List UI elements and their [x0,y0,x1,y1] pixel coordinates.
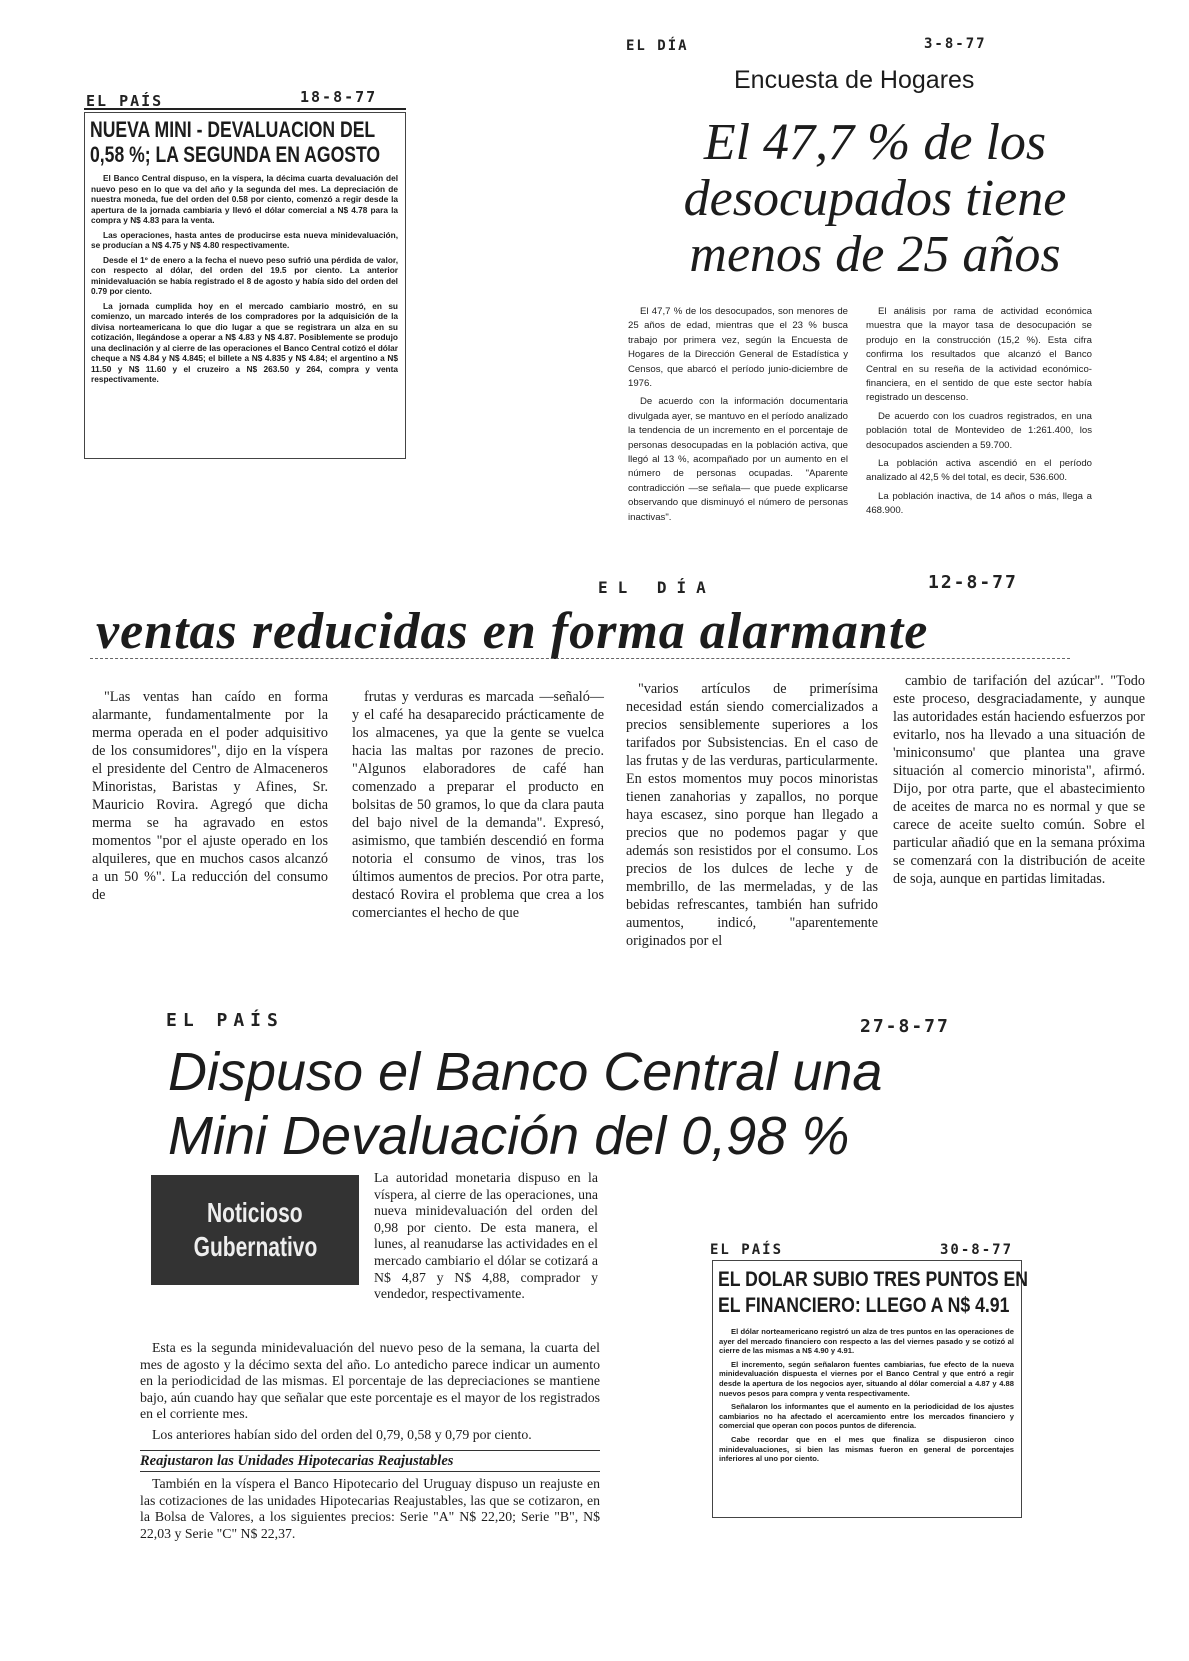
clip3-paragraph: cambio de tarifación del azúcar". "Todo este proceso, desgraciadamente, y aunque las autoridades están haciendo esfuerzos por evitarlo, nos ha llevado a una situación de 'miniconsumo' que plantea una grave situación al comercio minorista", afirmó. Dijo, por otra parte, que el abastecimiento de aceites de marca no es normal y que se carece de aceite suelto común. Sobre el particular añadió que en la semana próxima se comenzará con la distribución de aceite de soja, aunque en partidas limitadas. [893,673,1145,887]
clip2-paragraph: La población inactiva, de 14 años o más, llega a 468.900. [866,490,1092,517]
clip4-lead [374,1170,598,1307]
clip4-paragraph: La autoridad monetaria dispuso en la víspera, al cierre de las operaciones, una nueva minidevaluación del orden del 0,98 por ciento. De esta manera, el lunes, al reanudarse las actividades en el mercado cambiario el dólar se cotizará a N$ 4,87 y N$ 4,88, comprador y vendedor, respectivamente. [374,1170,598,1302]
clip5-paragraph: El dólar norteamericano registró un alza de tres puntos en las operaciones de ayer del mercado financiero con respecto a las del viernes pasado y se cotizó al cierre de las mismas a N$ 4.90 y 4.91. [719,1327,1014,1356]
clip1-date-handwritten: 18-8-77 [300,88,378,106]
clip4-subhead: Reajustaron las Unidades Hipotecarias Reajustables [140,1450,600,1473]
clip2-date-handwritten: 3-8-77 [924,36,987,52]
clip4-headline-1: Dispuso el Banco Central una [168,1042,883,1102]
clip2-column-1 [628,305,848,529]
clip3-paragraph: "varios artículos de primerísima necesidad están siendo comercializados a precios sensiblemente superiores a los tarifados por Subsistencias. En el caso de las frutas y de las verduras, particularmente. En estos momentos muy pocos minoristas tienen zanahorias y zapallos, no porque haya escasez, sino porque han llegado a precios que no podemos pagar y que además son resistidos por el consumo. Los precios de los dulces de leche y de membrillo, de las mermeladas, y de las bebidas refrescantes, también han sufrido aumentos, indicó, "aparentemente originados por el [626,681,878,949]
clip1-headline-2: 0,58 %; LA SEGUNDA EN AGOSTO [90,142,381,167]
clip3-source-handwritten: EL DÍA [598,578,716,597]
clip5-source-handwritten: EL PAÍS [710,1242,784,1258]
clip4-body [140,1340,600,1547]
clip4-paragraph: Los anteriores habían sido del orden del 0,79, 0,58 y 0,79 por ciento. [152,1426,532,1442]
clip3-headline: ventas reducidas en forma alarmante [96,603,929,660]
clip1-headline-1: NUEVA MINI - DEVALUACION DEL [90,117,376,142]
clip3-column-1 [92,688,328,908]
clip1-paragraph: La jornada cumplida hoy en el mercado cambiario mostró, en su comienzo, un marcado interés de los compradores por la adquisición de la divisa norteamericana lo que dio lugar a que se registrara un alza en su cotización, llegándose a operar a N$ 4.83 y N$ 4.87. Posiblemente se produjo una declinación y al cierre de las operaciones el Banco Central cotizó el dólar cheque a N$ 4.84 y N$ 4.845; el billete a N$ 4.835 y N$ 4.84; el argentino a N$ 11.50 y N$ 11.60 y el cruzeiro a N$ 263.50 y 264, compra y venta respectivamente. [91,300,398,384]
clip5-paragraph: El incremento, según señalaron fuentes cambiarias, fue efecto de la nueva minidevaluación dispuesta el viernes por el Banco Central y que entró a regir desde la apertura de los negocios ayer, situando al dólar comercial a 4.87 y 4.88 nuevos pesos para compra y venta respectivamente. [719,1359,1014,1398]
clip3-date-handwritten: 12-8-77 [928,572,1018,593]
clip4-paragraph: También en la víspera el Banco Hipotecario del Uruguay dispuso un reajuste en las cotizaciones de las unidades Hipotecarias Reajustables, las que se cotizaron, en la Bolsa de Valores, a los siguientes precios: Serie "A" N$ 22,20; Serie "B", N$ 22,03 y Serie "C" N$ 22,37. [140,1476,600,1541]
clip2-headline-1: El 47,7 % de los [703,114,1047,171]
clip5-headline-1: EL DOLAR SUBIO TRES PUNTOS EN [718,1268,1029,1291]
clip3-column-4 [893,672,1145,892]
clip2-kicker: Encuesta de Hogares [734,66,975,94]
clip2-column-2 [866,305,1092,523]
clip1-paragraph: Las operaciones, hasta antes de producirse esta nueva minidevaluación, se producían a N$ 4.75 y N$ 4.80 respectivamente. [91,229,398,250]
clip2-paragraph: De acuerdo con la información documentaria divulgada ayer, se mantuvo en el período analizado la tendencia de un incremento en el porcentaje de personas desocupadas en la población activa, que llegó al 13 %, acompañado por un aumento en el número de personas ocupadas. "Aparente contradicción —se señala— que puede explicarse observando que disminuyó el número de personas inactivas". [628,396,848,523]
clip1-source-handwritten: EL PAÍS [86,92,164,110]
clip2-paragraph: La población activa ascendió en el período analizado al 42,5 % del total, es decir, 536.600. [866,458,1092,484]
clip2-headline [670,115,1080,283]
clip2-paragraph: El análisis por rama de actividad económica muestra que la mayor tasa de desocupación se produjo en la construcción (15,2 %). Esta cifra confirma los resultados que alcanzó el Banco Central en su reseña de la actividad económico-financiera, en el sentido de que este sector había registrado un descenso. [866,306,1092,404]
clip5-paragraph: Cabe recordar que en el mes que finaliza se dispusieron cinco minidevaluaciones, si bien las mismas fueron en general de porcentajes inferiores al uno por ciento. [719,1434,1014,1464]
clip3-column-2 [352,688,604,926]
clip3-column-3 [626,680,878,954]
clip2-headline-3: menos de 25 años [689,226,1061,283]
clip5-date-handwritten: 30-8-77 [940,1242,1014,1258]
clip5-headline-2: EL FINANCIERO: LLEGO A N$ 4.91 [718,1294,1010,1317]
clip1-paragraph: Desde el 1º de enero a la fecha el nuevo peso sufrió una pérdida de valor, con respecto al dólar, del orden del 19.5 por ciento. La anterior minidevaluación se había registrado el 8 de agosto y había sido del orden del 0.79 por ciento. [91,254,398,296]
clip4-source-handwritten: EL PAÍS [166,1010,284,1031]
badge-line-2: Gubernativo [193,1231,317,1262]
clip5-article [712,1260,1029,1518]
clip1-top-rule [84,108,406,110]
clip5-paragraph: Señalaron los informantes que el aumento en la periodicidad de los ajustes cambiarios no ha afectado el acercamiento entre los mercados financiero y comercial que operan con pocos puntos de diferencia. [719,1402,1014,1431]
clip2-source-handwritten: EL DÍA [626,38,689,54]
clip3-paragraph: "Las ventas han caído en forma alarmante, fundamentalmente por la merma operada en el poder adquisitivo de los consumidores", dijo en la víspera el presidente del Centro de Almaceneros Minoristas, Baristas y Afines, Sr. Mauricio Rovira. Agregó que dicha merma se ha agravado en estos momentos "por el ajuste operado en los alquileres, que en muchos casos alcanzó a un 50 %". La reducción del consumo de [92,689,328,903]
clip4-date-handwritten: 27-8-77 [860,1016,950,1037]
clip3-paragraph: frutas y verduras es marcada —señaló— y el café ha desaparecido prácticamente de los almacenes, ya que la gente se vuelca hacia las maltas por razones de precio. "Algunos elaboradores de café han comenzado a preparar el producto en bolsitas de 50 gramos, lo que da clara pauta del bajo nivel de la demanda". Expresó, asimismo, que también descendió en forma notoria el consumo de vinos, tras los últimos aumentos de precios. Por otra parte, destacó Rovira el problema que crea a los comerciantes el hecho de que [352,689,604,921]
clip1-article [84,112,406,459]
clip2-paragraph: El 47,7 % de los desocupados, son menores de 25 años de edad, mientras que el 23 % busca trabajo por primera vez, según la Encuesta de Hogares de la Dirección General de Estadística y Censos, que abarcó el período junio-diciembre de 1976. [628,306,848,390]
clip4-headline [168,1040,882,1168]
clip2-paragraph: De acuerdo con los cuadros registrados, en una población total de Montevideo de 1:261.400, los desocupados ascienden a 59.700. [866,410,1092,451]
noticioso-gubernativo-badge [151,1175,359,1285]
clip1-paragraph: El Banco Central dispuso, en la víspera, la décima cuarta devaluación del nuevo peso en lo que va del año y la segunda del mes. La depreciación de nuestra moneda, fue del orden del 0.58 por ciento, comenzó a regir desde la apertura de la jornada cambiaria y llevó el dólar comercial a N$ 4.78 para la compra y N$ 4.83 para la venta. [91,173,398,225]
clip2-headline-2: desocupados tiene [683,170,1067,227]
clip3-separator [90,658,1070,659]
clip4-headline-2: Mini Devaluación del 0,98 % [168,1106,850,1166]
clip4-paragraph: Esta es la segunda minidevaluación del nuevo peso de la semana, la cuarta del mes de agosto y la décimo sexta del año. Lo antedicho parece indicar un aumento en la periodicidad de las mismas. El porcentaje de las depreciaciones se mantiene bajo, aún cuando hay que señalar que este porcentaje es el mayor de los registrados en el corriente mes. [140,1340,600,1422]
badge-line-1: Noticioso [207,1197,303,1228]
